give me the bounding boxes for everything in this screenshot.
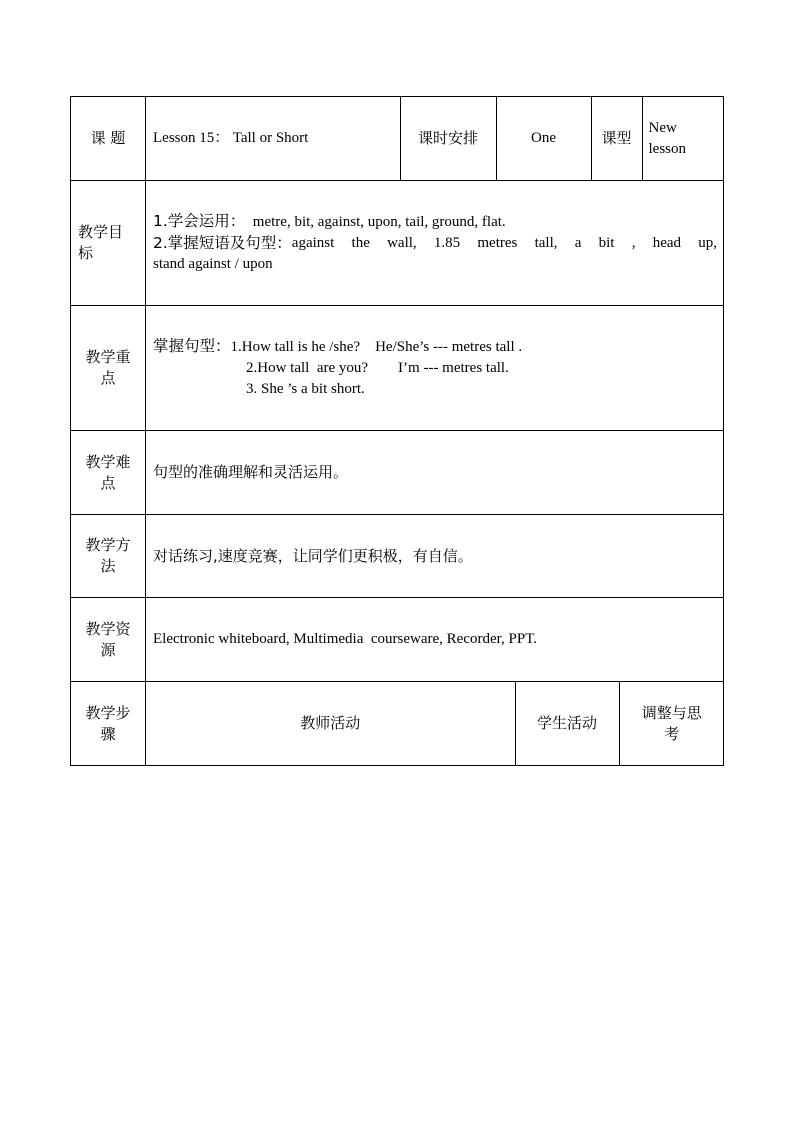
objectives-line1-cn: 1.学会运用： <box>153 212 246 230</box>
focus-label-cell <box>71 306 146 431</box>
type-label-cell <box>591 97 642 180</box>
resources-text: Electronic whiteboard, Multimedia courseware, Recorder, PPT. <box>153 631 537 647</box>
steps-label-line1: 教学步 <box>85 703 131 722</box>
type-label: 课型 <box>601 129 632 147</box>
student-activity-header: 学生活动 <box>536 714 597 732</box>
resources-content-cell <box>146 598 724 682</box>
title-inner-table <box>146 97 724 180</box>
reflection-cell <box>619 682 724 765</box>
row-objectives <box>71 181 724 306</box>
focus-line1-en: 1.How tall is he /she? He/She’s --- metres tall . <box>230 339 523 355</box>
title-label: 课 题 <box>90 129 126 147</box>
objectives-line1 <box>153 211 717 233</box>
difficulty-text: 句型的准确理解和灵活运用。 <box>153 463 349 481</box>
difficulty-label-line2: 点 <box>100 473 116 492</box>
row-method <box>71 515 724 598</box>
objectives-line3: stand against / upon <box>153 256 273 272</box>
schedule-label-cell <box>400 97 496 180</box>
schedule-value: One <box>531 130 556 146</box>
focus-line2: 2.How tall are you? I’m --- metres tall. <box>246 360 509 376</box>
title-label-cell <box>71 97 146 181</box>
lesson-name: Lesson 15： Tall or Short <box>153 130 309 146</box>
focus-line1 <box>153 336 717 358</box>
steps-inner-table <box>146 682 724 765</box>
lesson-name-cell <box>146 97 400 180</box>
teacher-activity-cell <box>146 682 515 765</box>
difficulty-label-line1: 教学难 <box>85 452 131 471</box>
title-content-cell <box>146 97 724 181</box>
difficulty-content-cell <box>146 431 724 515</box>
schedule-label: 课时安排 <box>417 129 478 147</box>
row-steps <box>71 682 724 766</box>
steps-label-line2: 骤 <box>100 724 116 743</box>
row-focus <box>71 306 724 431</box>
reflection-header-line1: 调整与思 <box>641 703 702 722</box>
method-content-cell <box>146 515 724 598</box>
teacher-activity-header: 教师活动 <box>300 714 361 732</box>
focus-label-line2: 点 <box>100 369 116 387</box>
resources-label-line2: 源 <box>100 640 116 659</box>
resources-label-line1: 教学资 <box>85 619 131 638</box>
type-value-line2: lesson <box>648 140 686 157</box>
schedule-value-cell <box>496 97 591 180</box>
steps-content-cell <box>146 682 724 766</box>
row-difficulty <box>71 431 724 515</box>
method-label-line1: 教学方 <box>85 536 131 554</box>
steps-label-cell <box>71 682 146 766</box>
objectives-line2-en: against the wall, 1.85 metres tall, a bit , head up, <box>291 235 717 251</box>
student-activity-cell <box>515 682 619 765</box>
method-label-line2: 法 <box>100 557 116 575</box>
type-value-line1: New <box>648 119 677 136</box>
objectives-line2 <box>153 233 717 254</box>
difficulty-label-cell <box>71 431 146 515</box>
row-title <box>71 97 724 181</box>
reflection-header-line2: 考 <box>664 724 680 743</box>
objectives-content-cell <box>146 181 724 306</box>
type-value-cell <box>642 97 724 180</box>
row-resources <box>71 598 724 682</box>
resources-label-cell <box>71 598 146 682</box>
objectives-label-line1: 教学目 <box>78 223 124 241</box>
method-label-cell <box>71 515 146 598</box>
objectives-line1-en: metre, bit, against, upon, tail, ground, flat. <box>245 214 506 230</box>
method-text: 对话练习,速度竞赛，让同学们更积极，有自信。 <box>153 546 473 565</box>
focus-label-line1: 教学重 <box>85 348 131 366</box>
lesson-plan-table <box>70 96 724 766</box>
focus-content-cell <box>146 306 724 431</box>
focus-line3: 3. She ’s a bit short. <box>246 381 365 397</box>
focus-line1-cn: 掌握句型： <box>153 337 231 355</box>
objectives-label-line2: 标 <box>78 244 94 262</box>
objectives-line2-cn: 2.掌握短语及句型： <box>153 234 292 252</box>
objectives-label-cell <box>71 181 146 306</box>
